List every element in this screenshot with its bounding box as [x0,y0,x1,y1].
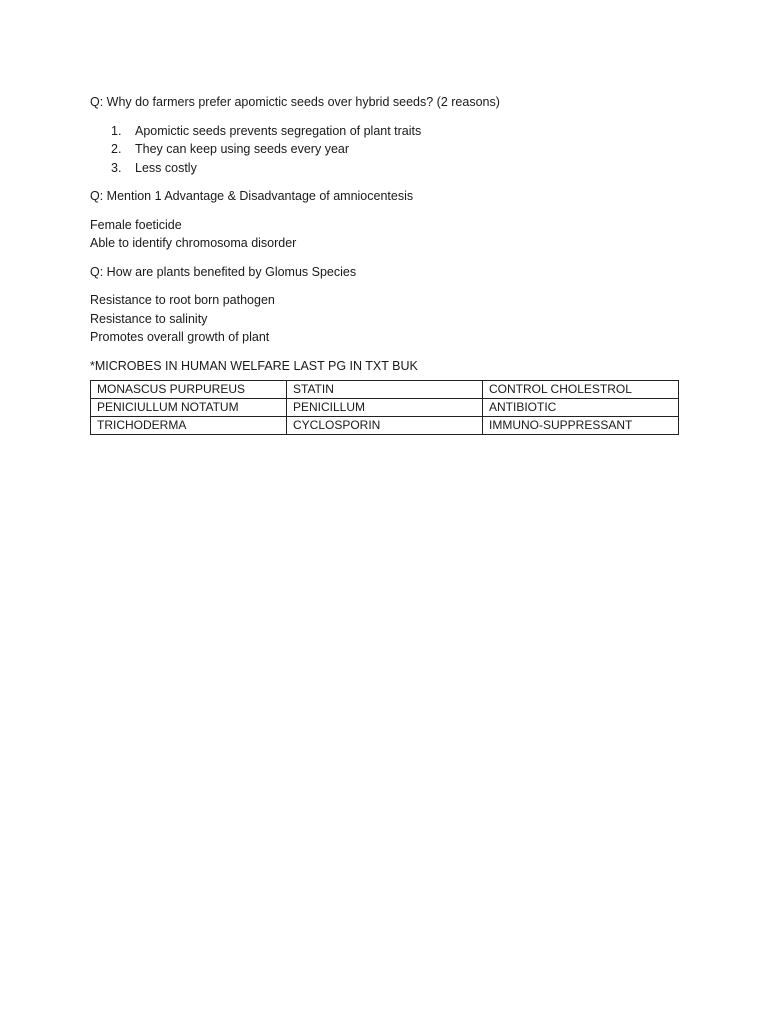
list-item [90,140,680,159]
amniocentesis-answers [90,216,680,253]
question-amniocentesis: Q: Mention 1 Advantage & Disadvantage of amniocentesis [90,189,414,203]
question-apomictic-seeds: Q: Why do farmers prefer apomictic seeds over hybrid seeds? (2 reasons) [90,95,500,109]
list-item [90,159,680,178]
table-cell-use: CONTROL CHOLESTROL [483,381,679,399]
answer-line: Resistance to root born pathogen [90,293,275,307]
list-number: 2. [111,142,122,156]
list-item-text: Apomictic seeds prevents segregation of plant traits [135,123,422,138]
list-item-text: Less costly [135,160,197,175]
list-item [90,122,680,141]
table-cell-use: IMMUNO-SUPPRESSANT [483,417,679,435]
table-cell-product: STATIN [287,381,483,399]
answer-line: Able to identify chromosoma disorder [90,236,297,250]
list-item-text: They can keep using seeds every year [135,142,350,156]
list-number: 1. [111,123,122,138]
answer-line: Female foeticide [90,217,182,232]
apomictic-reasons-list [90,122,680,178]
microbes-note: *MICROBES IN HUMAN WELFARE LAST PG IN TXT BUK [90,358,418,373]
list-number: 3. [111,160,122,175]
table-row [91,381,679,399]
answer-line: Promotes overall growth of plant [90,330,270,344]
table-cell-product: PENICILLUM [287,399,483,417]
question-glomus-species: Q: How are plants benefited by Glomus Species [90,264,357,279]
table-cell-use: ANTIBIOTIC [483,399,679,417]
table-cell-microbe: PENICIULLUM NOTATUM [91,399,287,417]
answer-line: Resistance to salinity [90,311,208,326]
table-cell-product: CYCLOSPORIN [287,417,483,435]
table-cell-microbe: TRICHODERMA [91,417,287,435]
document-page [90,93,680,435]
table-row [91,399,679,417]
table-cell-microbe: MONASCUS PURPUREUS [91,381,287,399]
table-row [91,417,679,435]
microbes-table [90,380,679,435]
glomus-answers [90,291,680,347]
